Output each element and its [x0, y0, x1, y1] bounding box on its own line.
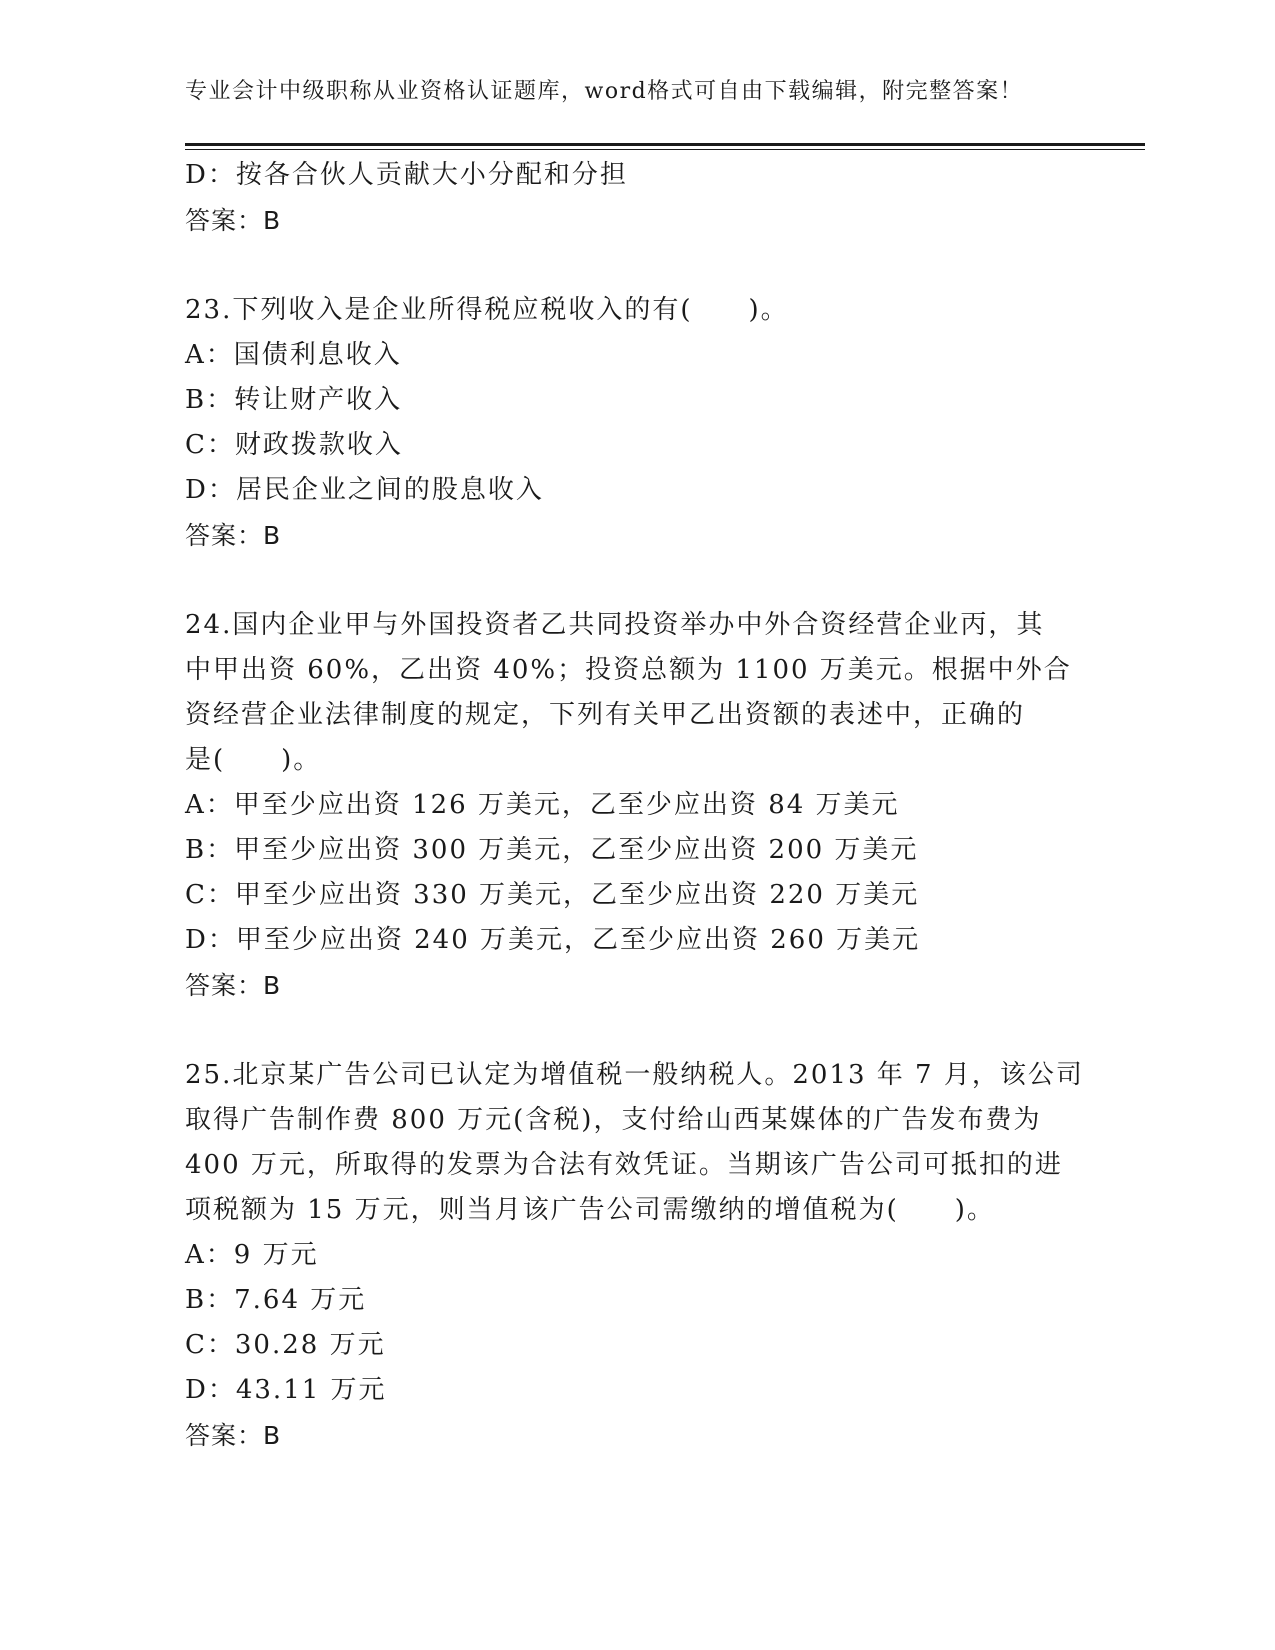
question-stem-line: 项税额为 15 万元，则当月该广告公司需缴纳的增值税为( )。: [185, 1195, 995, 1225]
answer: 答案：B: [185, 971, 282, 1000]
option-a: A：9 万元: [185, 1240, 319, 1270]
question-stem: 23.下列收入是企业所得税应税收入的有( )。: [185, 295, 789, 325]
answer: 答案：B: [185, 1421, 282, 1450]
option-b: B：7.64 万元: [185, 1285, 367, 1315]
option-d: D：按各合伙人贡献大小分配和分担: [185, 160, 628, 190]
answer: 答案：B: [185, 521, 282, 550]
option-d: D：甲至少应出资 240 万美元，乙至少应出资 260 万美元: [185, 925, 921, 955]
question-23: [185, 288, 1085, 558]
question-stem-line: 资经营企业法律制度的规定，下列有关甲乙出资额的表述中，正确的: [185, 700, 1026, 730]
question-stem-line: 是( )。: [185, 745, 322, 775]
question-stem-line: 取得广告制作费 800 万元(含税)，支付给山西某媒体的广告发布费为: [185, 1105, 1042, 1135]
option-b: B：甲至少应出资 300 万美元，乙至少应出资 200 万美元: [185, 835, 919, 865]
page-header: 专业会计中级职称从业资格认证题库，word格式可自由下载编辑，附完整答案！: [185, 79, 1024, 104]
question-stem-line: 25.北京某广告公司已认定为增值税一般纳税人。2013 年 7 月，该公司: [185, 1060, 1084, 1090]
option-c: C：30.28 万元: [185, 1330, 386, 1360]
question-stem-line: 400 万元，所取得的发票为合法有效凭证。当期该广告公司可抵扣的进: [185, 1150, 1063, 1180]
answer: 答案：B: [185, 206, 282, 235]
option-c: C：甲至少应出资 330 万美元，乙至少应出资 220 万美元: [185, 880, 920, 910]
question-stem-line: 中甲出资 60%，乙出资 40%；投资总额为 1100 万美元。根据中外合: [185, 655, 1072, 685]
option-b: B：转让财产收入: [185, 385, 403, 415]
header-rule-thin: [185, 149, 1145, 150]
header-rule-thick: [185, 143, 1145, 146]
question-content: [185, 153, 1085, 1458]
option-a: A：甲至少应出资 126 万美元，乙至少应出资 84 万美元: [185, 790, 900, 820]
option-c: C：财政拨款收入: [185, 430, 403, 460]
option-d: D：43.11 万元: [185, 1375, 387, 1405]
spacer: [185, 243, 1085, 288]
spacer: [185, 558, 1085, 603]
question-25: [185, 1053, 1085, 1458]
option-d: D：居民企业之间的股息收入: [185, 475, 544, 505]
option-a: A：国债利息收入: [185, 340, 402, 370]
question-stem-line: 24.国内企业甲与外国投资者乙共同投资举办中外合资经营企业丙，其: [185, 610, 1045, 640]
spacer: [185, 1008, 1085, 1053]
question-24: [185, 603, 1085, 1008]
